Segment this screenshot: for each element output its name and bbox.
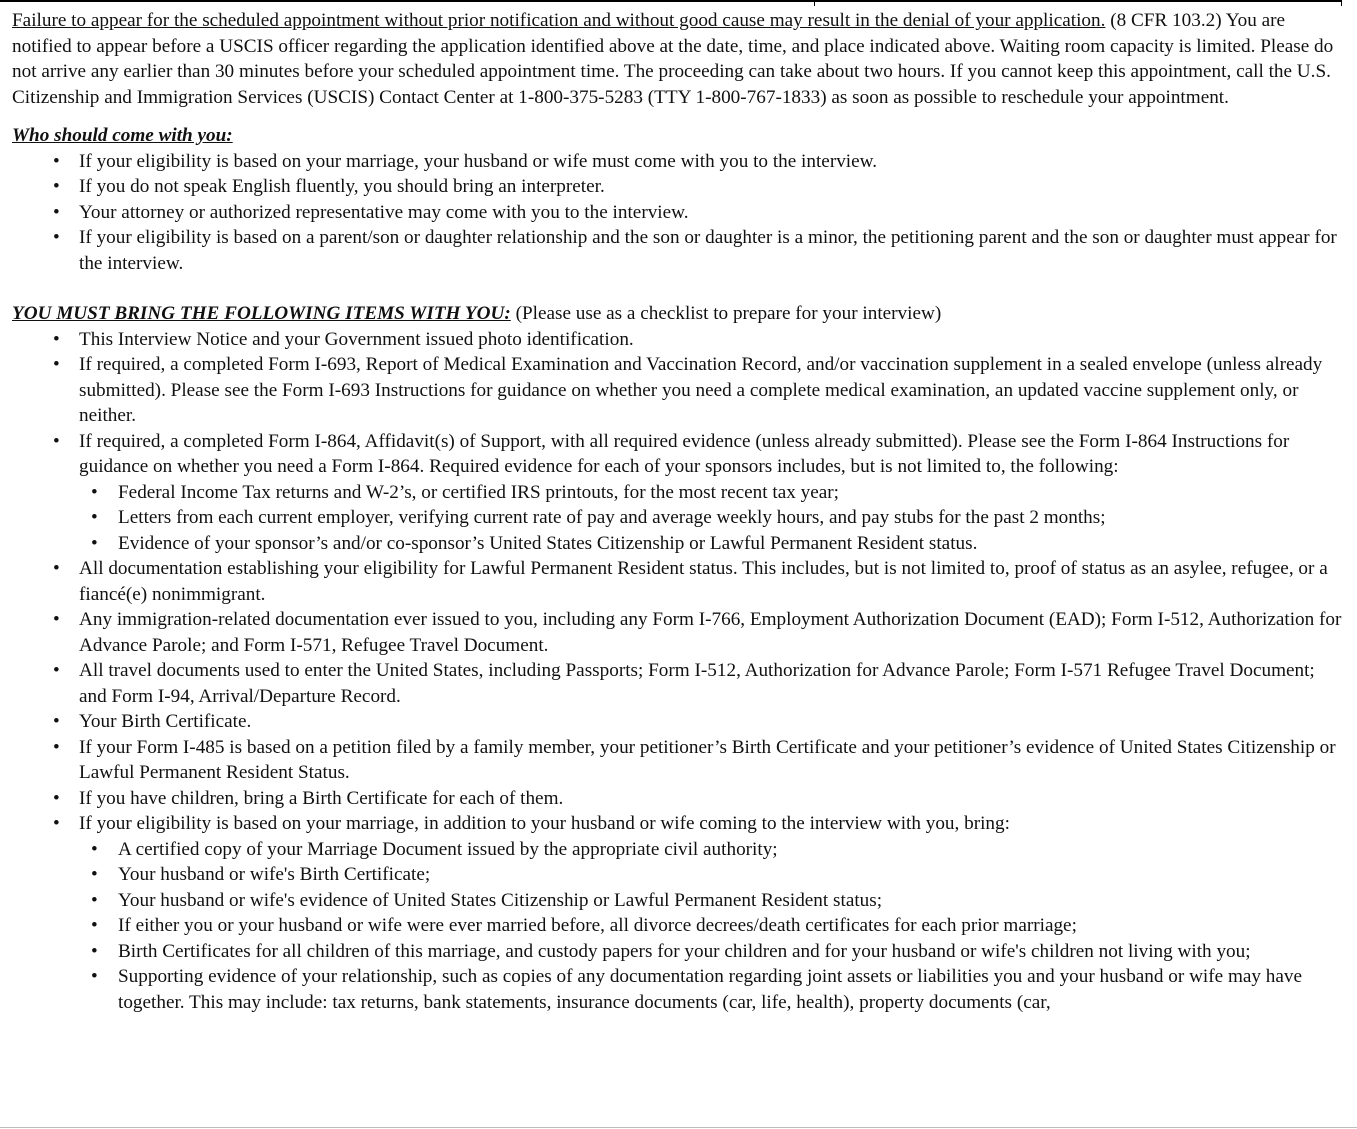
sub-list-item: • Federal Income Tax returns and W-2’s, or certified IRS printouts, for the most recent tax year; [12, 480, 1342, 506]
must-bring-heading-note: (Please use as a checklist to prepare for your interview) [510, 303, 942, 324]
list-item [12, 429, 1342, 557]
list-item: • If you do not speak English fluently, you should bring an interpreter. [12, 174, 1342, 200]
bottom-border-rule [0, 1127, 1357, 1128]
list-item: • If your eligibility is based on your marriage, your husband or wife must come with you to the interview. [12, 149, 1342, 175]
sponsor-evidence-sublist [12, 480, 1342, 557]
list-item: • Your Birth Certificate. [12, 709, 1342, 735]
sub-list-item: • Birth Certificates for all children of this marriage, and custody papers for your children and for your husband or wife's children not living with you; [12, 939, 1342, 965]
list-item: • If required, a completed Form I-693, Report of Medical Examination and Vaccination Record, and/or vaccination supplement in a sealed envelope (unless already submitted). Please see the Form I-693 Instructions for guidance on whether you need a complete medical examination, an updated vaccine supplement only, or neither. [12, 352, 1342, 429]
who-should-come-list [12, 149, 1342, 277]
list-item: • If you have children, bring a Birth Certificate for each of them. [12, 786, 1342, 812]
list-item: • Your attorney or authorized representative may come with you to the interview. [12, 200, 1342, 226]
marriage-evidence-sublist [12, 837, 1342, 1016]
notice-content [12, 8, 1342, 1015]
top-border-rule [0, 0, 1342, 6]
top-border-divider [814, 0, 815, 6]
sponsor-evidence-sublist-wrap [12, 480, 1342, 557]
must-bring-heading-text: YOU MUST BRING THE FOLLOWING ITEMS WITH YOU: [12, 303, 511, 324]
list-item [12, 811, 1342, 1015]
sub-list-item: • Letters from each current employer, verifying current rate of pay and average weekly hours, and pay stubs for the past 2 months; [12, 505, 1342, 531]
sub-list-item: • A certified copy of your Marriage Document issued by the appropriate civil authority; [12, 837, 1342, 863]
sub-list-item: • Evidence of your sponsor’s and/or co-sponsor’s United States Citizenship or Lawful Permanent Resident status. [12, 531, 1342, 557]
sub-list-item: • Your husband or wife's Birth Certificate; [12, 862, 1342, 888]
sub-list-item: • Your husband or wife's evidence of United States Citizenship or Lawful Permanent Resident status; [12, 888, 1342, 914]
list-item: • All documentation establishing your eligibility for Lawful Permanent Resident status. This includes, but is not limited to, proof of status as an asylee, refugee, or a fiancé(e) nonimmigrant. [12, 556, 1342, 607]
sub-list-item: • If either you or your husband or wife were ever married before, all divorce decrees/death certificates for each prior marriage; [12, 913, 1342, 939]
marriage-evidence-sublist-wrap [12, 837, 1342, 1016]
appointment-instructions: (8 CFR 103.2) You are notified to appear before a USCIS officer regarding the application identified above at the date, time, and place indicated above. Waiting room capacity is limited. Please do not arrive any earlier than 30 minutes before your scheduled appointment time. The proceeding can take about two hours. If you cannot keep this appointment, call the U.S. Citizenship and Immigration Services (USCIS) Contact Center at 1-800-375-5283 (TTY 1-800-767-1833) as soon as possible to reschedule your appointment. [12, 10, 1334, 108]
right-border-tick [1341, 0, 1342, 6]
failure-to-appear-warning: Failure to appear for the scheduled appointment without prior notification and without good cause may result in the denial of your application. [12, 10, 1106, 31]
who-should-come-heading: Who should come with you: [12, 125, 233, 146]
list-item-text: If required, a completed Form I-864, Affidavit(s) of Support, with all required evidence (unless already submitted). Please see the Form I-864 Instructions for guidance on whether you need a Form I-864. Required evidence for each of your sponsors includes, but is not limited to, the following: [79, 430, 1290, 477]
appointment-paragraph [12, 8, 1342, 110]
sub-list-item: • Supporting evidence of your relationship, such as copies of any documentation regarding joint assets or liabilities you and your husband or wife may have together. This may include: tax returns, bank statements, insurance documents (car, life, health), property documents (car, [12, 964, 1342, 1015]
must-bring-heading [12, 301, 1342, 327]
list-item-text: If your eligibility is based on your marriage, in addition to your husband or wife coming to the interview with you, bring: [79, 813, 1010, 834]
list-item: • If your Form I-485 is based on a petition filed by a family member, your petitioner’s Birth Certificate and your petitioner’s evidence of United States Citizenship or Lawful Permanent Resident Status. [12, 735, 1342, 786]
list-item: • Any immigration-related documentation ever issued to you, including any Form I-766, Employment Authorization Document (EAD); Form I-512, Authorization for Advance Parole; and Form I-571, Refugee Travel Document. [12, 607, 1342, 658]
must-bring-list [12, 327, 1342, 1016]
list-item: • If your eligibility is based on a parent/son or daughter relationship and the son or daughter is a minor, the petitioning parent and the son or daughter must appear for the interview. [12, 225, 1342, 276]
list-item: • All travel documents used to enter the United States, including Passports; Form I-512, Authorization for Advance Parole; Form I-571 Refugee Travel Document; and Form I-94, Arrival/Departure Record. [12, 658, 1342, 709]
list-item: • This Interview Notice and your Government issued photo identification. [12, 327, 1342, 353]
